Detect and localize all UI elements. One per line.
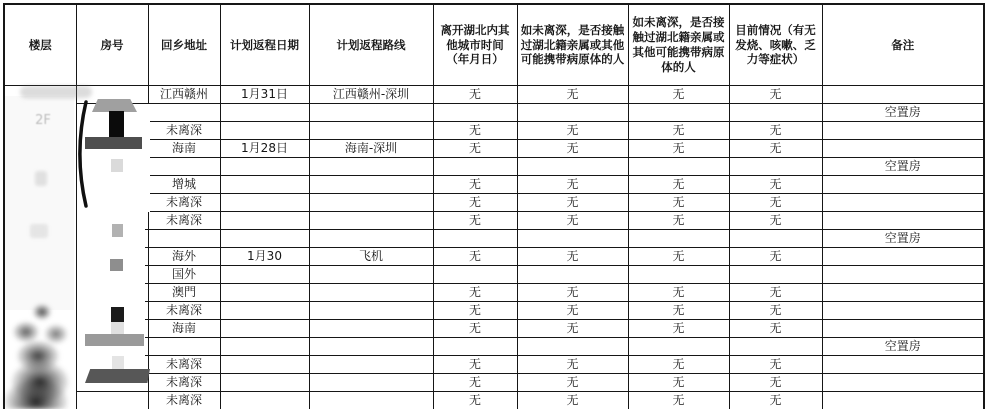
cell-symptoms: 无	[729, 248, 822, 266]
photo-fragment-gray-band	[85, 334, 144, 346]
cell-date: 1月31日	[220, 86, 309, 104]
cell-address	[148, 158, 220, 176]
cell-route	[309, 266, 433, 284]
cell-left-hubei-time: 无	[433, 302, 517, 320]
table-row	[4, 86, 984, 104]
table-row	[4, 158, 984, 176]
dark-smudge-blob	[0, 298, 84, 409]
cell-symptoms: 无	[729, 356, 822, 374]
cell-symptoms: 无	[729, 176, 822, 194]
table-row	[4, 320, 984, 338]
column-header: 计划返程路线	[309, 4, 433, 86]
column-header: 回乡地址	[148, 4, 220, 86]
table-row	[4, 104, 984, 122]
cell-address: 国外	[148, 266, 220, 284]
cell-route: 江西赣州-深圳	[309, 86, 433, 104]
faint-floor-label: 2F	[35, 113, 51, 128]
cell-contact-1	[517, 158, 628, 176]
cell-contact-1: 无	[517, 284, 628, 302]
cell-symptoms: 无	[729, 392, 822, 409]
ink-arc-stroke	[76, 96, 92, 212]
cell-contact-2: 无	[628, 248, 729, 266]
cell-contact-2	[628, 266, 729, 284]
cell-remark	[822, 122, 984, 140]
cell-contact-2: 无	[628, 392, 729, 409]
cell-route	[309, 212, 433, 230]
cell-remark	[822, 194, 984, 212]
cell-address: 未离深	[148, 392, 220, 409]
photo-fragment-dark-band-2	[85, 369, 150, 383]
cell-date	[220, 104, 309, 122]
cell-left-hubei-time: 无	[433, 374, 517, 392]
column-header: 如未离深，是否接触过湖北籍亲属或其他可能携带病原体的人	[517, 4, 628, 86]
cell-address: 澳門	[148, 284, 220, 302]
table-row	[4, 212, 984, 230]
cell-date	[220, 266, 309, 284]
cell-contact-2	[628, 230, 729, 248]
cell-left-hubei-time: 无	[433, 86, 517, 104]
cell-contact-2: 无	[628, 176, 729, 194]
cell-contact-2: 无	[628, 356, 729, 374]
cell-address	[148, 230, 220, 248]
cell-address	[148, 338, 220, 356]
photo-fragment-light-square-2	[111, 322, 124, 334]
cell-remark	[822, 320, 984, 338]
photo-fragment-black-bar	[109, 111, 124, 138]
cell-remark	[822, 86, 984, 104]
cell-remark	[822, 284, 984, 302]
cell-symptoms	[729, 230, 822, 248]
cell-remark	[822, 302, 984, 320]
cell-route	[309, 356, 433, 374]
table-row	[4, 266, 984, 284]
cell-route	[309, 320, 433, 338]
cell-contact-2: 无	[628, 320, 729, 338]
cell-contact-1: 无	[517, 194, 628, 212]
column-header: 房号	[76, 4, 148, 86]
cell-left-hubei-time	[433, 266, 517, 284]
cell-left-hubei-time	[433, 158, 517, 176]
cell-left-hubei-time: 无	[433, 248, 517, 266]
cell-date: 1月30	[220, 248, 309, 266]
cell-contact-2	[628, 104, 729, 122]
cell-route: 海南-深圳	[309, 140, 433, 158]
photo-fragment-gray-square-1	[112, 224, 123, 237]
cell-left-hubei-time: 无	[433, 122, 517, 140]
cell-route	[309, 374, 433, 392]
cell-remark	[822, 140, 984, 158]
photo-fragment-dark-band	[85, 137, 142, 149]
cell-remark	[822, 374, 984, 392]
cell-symptoms	[729, 104, 822, 122]
cell-address: 未离深	[148, 194, 220, 212]
cell-left-hubei-time: 无	[433, 194, 517, 212]
cell-address: 海南	[148, 320, 220, 338]
cell-date	[220, 374, 309, 392]
cell-left-hubei-time: 无	[433, 176, 517, 194]
table-row	[4, 284, 984, 302]
cell-remark	[822, 356, 984, 374]
cell-left-hubei-time: 无	[433, 212, 517, 230]
cell-symptoms	[729, 266, 822, 284]
cell-route	[309, 302, 433, 320]
cell-route	[309, 284, 433, 302]
table-row	[4, 176, 984, 194]
cell-remark	[822, 248, 984, 266]
table-row	[4, 374, 984, 392]
table-row	[4, 356, 984, 374]
cell-date: 1月28日	[220, 140, 309, 158]
cell-contact-2: 无	[628, 302, 729, 320]
photo-fragment-light-square-3	[112, 356, 124, 369]
table-row	[4, 194, 984, 212]
cell-remark: 空置房	[822, 104, 984, 122]
table-row	[4, 302, 984, 320]
cell-contact-1	[517, 266, 628, 284]
cell-date	[220, 338, 309, 356]
cell-remark	[822, 176, 984, 194]
table-row	[4, 338, 984, 356]
cell-date	[220, 158, 309, 176]
cell-route	[309, 338, 433, 356]
cell-contact-1: 无	[517, 212, 628, 230]
cell-address: 未离深	[148, 122, 220, 140]
cell-symptoms: 无	[729, 374, 822, 392]
cell-route	[309, 392, 433, 409]
cell-left-hubei-time: 无	[433, 320, 517, 338]
cell-address: 未离深	[148, 212, 220, 230]
cell-contact-1	[517, 104, 628, 122]
column-header: 离开湖北内其他城市时间（年月日）	[433, 4, 517, 86]
cell-remark	[822, 266, 984, 284]
cell-contact-2: 无	[628, 374, 729, 392]
cell-symptoms: 无	[729, 212, 822, 230]
cell-date	[220, 230, 309, 248]
cell-address: 未离深	[148, 356, 220, 374]
photo-fragment-black-square	[111, 307, 124, 322]
cell-remark: 空置房	[822, 158, 984, 176]
cell-address: 江西赣州	[148, 86, 220, 104]
cell-symptoms: 无	[729, 284, 822, 302]
cell-route	[309, 104, 433, 122]
cell-contact-1: 无	[517, 86, 628, 104]
cell-route	[309, 122, 433, 140]
cell-contact-1	[517, 230, 628, 248]
table-row	[4, 140, 984, 158]
cell-date	[220, 356, 309, 374]
erased-floor-mark-1	[35, 171, 47, 186]
cell-contact-2: 无	[628, 122, 729, 140]
cell-route	[309, 230, 433, 248]
photo-fragment-gray-square-2	[110, 259, 123, 271]
erased-floor-mark-2	[30, 224, 48, 238]
cell-left-hubei-time	[433, 230, 517, 248]
cell-left-hubei-time: 无	[433, 140, 517, 158]
cell-date	[220, 122, 309, 140]
cell-symptoms	[729, 158, 822, 176]
cell-contact-1: 无	[517, 320, 628, 338]
cell-symptoms: 无	[729, 122, 822, 140]
table-row	[4, 122, 984, 140]
cell-contact-1: 无	[517, 392, 628, 409]
cell-route: 飞机	[309, 248, 433, 266]
cell-address	[148, 104, 220, 122]
cell-route	[309, 158, 433, 176]
cell-address: 未离深	[148, 374, 220, 392]
cell-left-hubei-time: 无	[433, 284, 517, 302]
cell-contact-2: 无	[628, 194, 729, 212]
cell-contact-1: 无	[517, 356, 628, 374]
cell-left-hubei-time	[433, 338, 517, 356]
cell-contact-1: 无	[517, 122, 628, 140]
photo-fragment-light-square-1	[111, 159, 123, 172]
cell-date	[220, 212, 309, 230]
cell-contact-2	[628, 338, 729, 356]
cell-symptoms	[729, 338, 822, 356]
cell-contact-1: 无	[517, 302, 628, 320]
table-row	[4, 230, 984, 248]
table-row	[4, 248, 984, 266]
table-row	[4, 392, 984, 409]
cell-contact-2: 无	[628, 284, 729, 302]
column-header: 计划返程日期	[220, 4, 309, 86]
cell-address: 未离深	[148, 302, 220, 320]
cell-left-hubei-time: 无	[433, 392, 517, 409]
cell-contact-2: 无	[628, 86, 729, 104]
cell-remark: 空置房	[822, 230, 984, 248]
registration-table	[3, 3, 985, 409]
column-header: 目前情况（有无发烧、咳嗽、乏力等症状）	[729, 4, 822, 86]
cell-date	[220, 176, 309, 194]
cell-room	[76, 392, 148, 409]
cell-contact-2	[628, 158, 729, 176]
cell-date	[220, 392, 309, 409]
cell-remark	[822, 212, 984, 230]
column-header: 如未离深，是否接触过湖北籍亲属或其他可能携带病原体的人	[628, 4, 729, 86]
redaction-whiteout-lower	[77, 212, 145, 390]
cell-date	[220, 320, 309, 338]
cell-route	[309, 194, 433, 212]
cell-symptoms: 无	[729, 86, 822, 104]
cell-date	[220, 284, 309, 302]
cell-date	[220, 302, 309, 320]
cell-symptoms: 无	[729, 140, 822, 158]
cell-symptoms: 无	[729, 194, 822, 212]
cell-contact-1: 无	[517, 176, 628, 194]
cell-address: 海南	[148, 140, 220, 158]
cell-contact-1: 无	[517, 248, 628, 266]
cell-contact-2: 无	[628, 140, 729, 158]
cell-left-hubei-time	[433, 104, 517, 122]
cell-contact-2: 无	[628, 212, 729, 230]
cell-remark: 空置房	[822, 338, 984, 356]
cell-symptoms: 无	[729, 302, 822, 320]
cell-symptoms: 无	[729, 320, 822, 338]
cell-remark	[822, 392, 984, 409]
cell-route	[309, 176, 433, 194]
cell-contact-1	[517, 338, 628, 356]
column-header: 楼层	[4, 4, 76, 86]
cell-contact-1: 无	[517, 374, 628, 392]
cell-date	[220, 194, 309, 212]
cell-contact-1: 无	[517, 140, 628, 158]
column-header: 备注	[822, 4, 984, 86]
cell-address: 海外	[148, 248, 220, 266]
cell-left-hubei-time: 无	[433, 356, 517, 374]
header-row	[4, 4, 984, 86]
cell-address: 增城	[148, 176, 220, 194]
